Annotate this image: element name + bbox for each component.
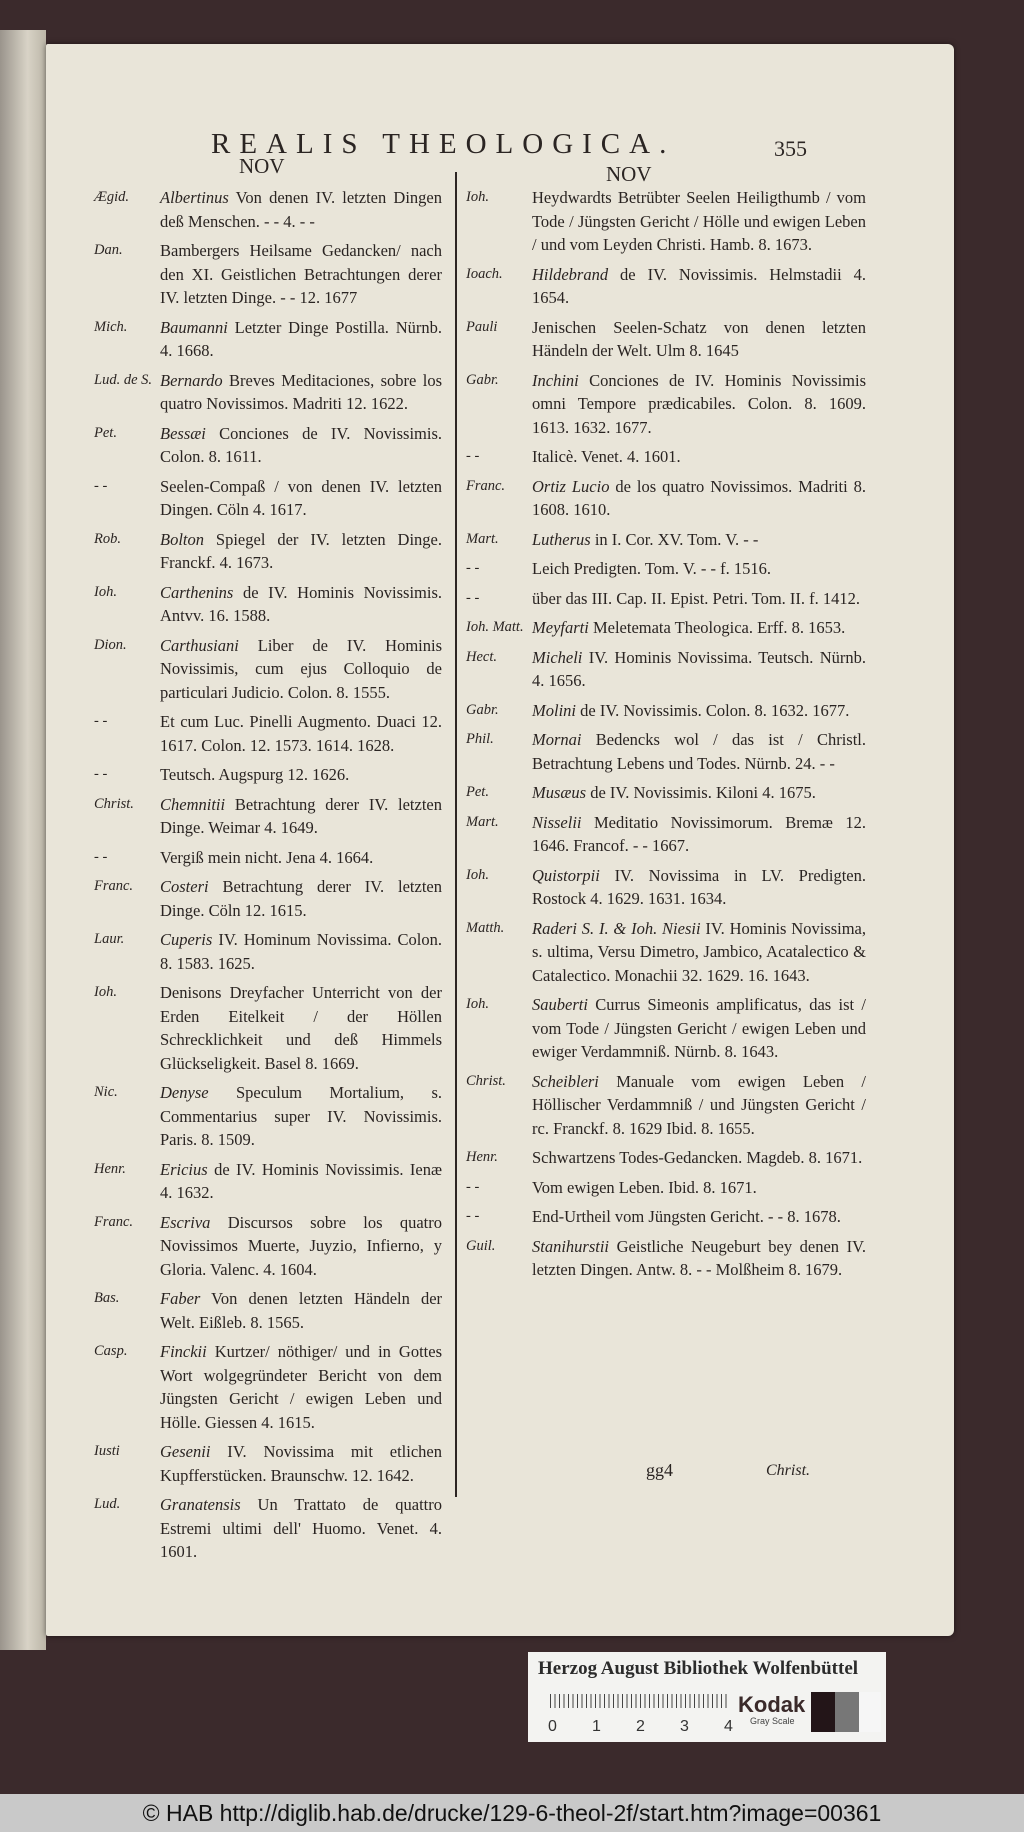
bibliography-entry [94, 634, 442, 705]
title-imprint: Bambergers Heilsame Gedancken/ nach den XI. Geistlichen Betrachtungen derer IV. letzten Dinge. - - 12. 1677 [160, 241, 442, 307]
entry-text [160, 928, 442, 975]
title-imprint: IV. Hominis Novissima. Teutsch. Nürnb. 4. 1656. [532, 647, 867, 690]
kodak-logo: Kodak [738, 1692, 806, 1717]
author-forename: Dan. [94, 242, 123, 258]
author-forename: Franc. [466, 477, 506, 494]
author-forename: Pet. [466, 784, 489, 800]
author-name: Baumanni [160, 317, 228, 337]
title-imprint: Von denen IV. letzten Dingen deß Menschen. - - 4. - - [160, 188, 442, 231]
bibliography-entry [94, 369, 442, 416]
bibliography-entry [94, 1081, 442, 1152]
author-forename: Ioh. [94, 984, 117, 1000]
title-imprint: über das III. Cap. II. Epist. Petri. Tom. II. f. 1412. [532, 588, 861, 608]
entry-text [532, 811, 866, 858]
bibliography-entry [94, 981, 442, 1075]
bibliography-entry [466, 316, 866, 363]
author-forename: Pauli [466, 318, 498, 335]
entry-text [160, 1340, 442, 1434]
left-column-head: NOV [239, 154, 285, 178]
scale-ruler [550, 1694, 730, 1708]
author-forename: Gabr. [466, 371, 499, 388]
entry-text [532, 728, 866, 775]
bibliography-entry [466, 917, 866, 988]
author-forename: - - [94, 477, 108, 494]
entry-text [160, 763, 442, 787]
bibliography-entry [94, 1211, 442, 1282]
library-name: Herzog August Bibliothek Wolfenbüttel [538, 1658, 859, 1679]
bibliography-entry [94, 763, 442, 787]
entry-text [160, 1158, 442, 1205]
title-imprint: Kurtzer/ nöthiger/ und in Gottes Wort wolgegründeter Bericht von dem Jüngsten Gericht / ewigen Leben und Hölle. Giessen 4. 1615. [160, 1342, 442, 1432]
entry-text [532, 1146, 866, 1170]
title-imprint: Conciones de IV. Hominis Novissimis omni Tempore prædicabiles. Colon. 8. 1609. 1613. 1632. 1677. [532, 370, 867, 437]
author-forename: Lud. de S. [94, 371, 152, 388]
title-imprint: Liber de IV. Hominis Novissimis, cum ejus Colloquio de particulari Judicio. Colon. 8. 1555. [160, 635, 443, 702]
bibliography-entry [466, 445, 866, 469]
entry-text [532, 263, 866, 310]
author-forename: Ioh. [94, 583, 117, 600]
ruler-number: 2 [636, 1718, 645, 1735]
gray-patch-mid [835, 1692, 859, 1732]
title-imprint: Bedencks wol / das ist / Christl. Betrachtung Lebens und Todes. Nürnb. 24. - - [532, 730, 867, 773]
author-forename: - - [94, 766, 108, 782]
author-name: Costeri [160, 877, 209, 896]
title-imprint: Denisons Dreyfacher Unterricht von der Erden Eitelkeit / der Höllen Schrecklichkeit und deß Himmels Glückseligkeit. Basel 8. 1669. [160, 983, 442, 1073]
author-name: Bessæi [160, 423, 206, 443]
entry-text [160, 475, 442, 522]
author-forename: - - [94, 713, 108, 729]
author-forename: Guil. [466, 1237, 496, 1254]
author-name: Carthusiani [160, 635, 239, 655]
bibliography-entry [94, 875, 442, 922]
bibliography-entry [466, 864, 866, 911]
bibliography-entry [466, 699, 866, 723]
entry-text [160, 793, 442, 840]
title-imprint: End-Urtheil vom Jüngsten Gericht. - - 8. 1678. [532, 1207, 841, 1226]
title-imprint: Currus Simeonis amplificatus, das ist / vom Tode / Jüngsten Gericht / ewigen Leben und ewiger Verdammniß. Nürnb. 8. 1643. [532, 995, 866, 1061]
author-name: Denyse [160, 1083, 209, 1102]
title-imprint: Letzter Dinge Postilla. Nürnb. 4. 1668. [160, 317, 442, 360]
author-name: Cuperis [160, 930, 213, 949]
title-imprint: Et cum Luc. Pinelli Augmento. Duaci 12. 1617. Colon. 12. 1573. 1614. 1628. [160, 712, 442, 755]
entry-text [532, 369, 866, 440]
title-imprint: Seelen-Compaß / von denen IV. letzten Dingen. Cöln 4. 1617. [160, 476, 442, 519]
entry-text [160, 1211, 442, 1282]
bibliography-entry [466, 186, 866, 257]
ruler-number: 3 [680, 1718, 689, 1735]
author-name: Ericius [160, 1159, 208, 1179]
author-forename: Rob. [94, 530, 121, 547]
bibliography-entry [94, 1287, 442, 1334]
bibliography-entry [466, 993, 866, 1064]
running-title: REALIS THEOLOGICA. [211, 128, 676, 160]
gray-patch-light [859, 1692, 881, 1732]
entry-text [160, 1440, 442, 1487]
bibliography-entry [466, 475, 866, 522]
author-forename: Hect. [466, 648, 497, 665]
author-name: Faber [160, 1289, 201, 1308]
title-imprint: de IV. Hominis Novissimis. Antvv. 16. 1588. [160, 582, 442, 625]
author-forename: Henr. [466, 1149, 498, 1165]
copyright-url-bar: © HAB http://diglib.hab.de/drucke/129-6-theol-2f/start.htm?image=00361 [0, 1794, 1024, 1832]
author-forename: Lud. [94, 1496, 121, 1512]
author-forename: Laur. [94, 931, 125, 947]
author-forename: - - [466, 1178, 480, 1195]
title-imprint: Von denen letzten Händeln der Welt. Eißleb. 8. 1565. [160, 1289, 443, 1332]
author-forename: - - [466, 560, 480, 576]
bibliography-entry [94, 528, 442, 575]
left-column [94, 186, 442, 1570]
author-name: Gesenii [160, 1442, 211, 1461]
ruler-number: 4 [724, 1718, 733, 1735]
author-forename: - - [466, 1208, 480, 1224]
author-name: Musæus [532, 783, 587, 802]
title-imprint: Geistliche Neugeburt bey denen IV. letzten Dingen. Antw. 8. - - Molßheim 8. 1679. [532, 1236, 866, 1279]
bibliography-entry [94, 846, 442, 870]
column-divider [455, 172, 457, 1497]
author-forename: Dion. [94, 636, 127, 653]
author-name: Granatensis [160, 1495, 241, 1514]
author-name: Stanihurstii [532, 1236, 610, 1256]
author-name: Mornai [532, 730, 582, 749]
bibliography-entry [94, 475, 442, 522]
title-imprint: Discursos sobre los quatro Novissimos Muerte, Juyzio, Infierno, y Gloria. Valenc. 4. 1604. [160, 1212, 442, 1279]
bibliography-entry [94, 581, 442, 628]
author-forename: - - [466, 589, 480, 606]
author-forename: Henr. [94, 1160, 126, 1177]
author-name: Micheli [532, 647, 583, 667]
author-forename: Ioach. [466, 265, 503, 282]
signature-mark: gg4 [646, 1460, 673, 1480]
entry-text [160, 981, 442, 1075]
right-column [466, 186, 866, 1288]
title-imprint: Speculum Mortalium, s. Commentarius super IV. Novissimis. Paris. 8. 1509. [160, 1083, 442, 1149]
author-name: Bolton [160, 529, 204, 549]
author-name: Meyfarti [532, 618, 589, 637]
entry-text [532, 316, 866, 363]
author-forename: Mich. [94, 318, 128, 335]
title-imprint: IV. Novissima in LV. Predigten. Rostock 4. 1629. 1631. 1634. [532, 865, 867, 908]
title-imprint: Conciones de IV. Novissimis. Colon. 8. 1611. [160, 423, 442, 466]
author-name: Bernardo [160, 370, 223, 390]
bibliography-entry [94, 1158, 442, 1205]
author-forename: Mart. [466, 530, 499, 547]
entry-text [160, 846, 442, 870]
author-name: Raderi S. I. & Ioh. Niesii [532, 918, 701, 938]
author-forename: Iusti [94, 1443, 120, 1459]
title-imprint: de IV. Novissimis. Kiloni 4. 1675. [590, 783, 816, 802]
title-imprint: Manuale vom ewigen Leben / Höllischer Verdammniß / und Jüngsten Gericht / rc. Franckf. 8. 1629 Ibid. 8. 1655. [532, 1071, 866, 1138]
bibliography-entry [94, 710, 442, 757]
bibliography-entry [466, 587, 866, 611]
title-imprint: Teutsch. Augspurg 12. 1626. [160, 765, 350, 784]
right-column-head: NOV [606, 162, 652, 186]
author-forename: Ioh. [466, 189, 489, 205]
title-imprint: Un Trattato de quattro Estremi ultimi dell' Huomo. Venet. 4. 1601. [160, 1495, 442, 1561]
author-name: Chemnitii [160, 794, 226, 814]
author-name: Nisselii [532, 812, 582, 832]
author-name: Hildebrand [532, 264, 609, 284]
gray-patch-dark [811, 1692, 835, 1732]
entry-text [532, 557, 866, 581]
bibliography-entry [466, 1205, 866, 1229]
title-imprint: Betrachtung derer IV. letzten Dinge. Cöln 12. 1615. [160, 877, 442, 920]
library-color-label [528, 1652, 886, 1742]
ruler-number: 0 [548, 1718, 557, 1735]
bibliography-entry [466, 557, 866, 581]
bibliography-entry [466, 1070, 866, 1141]
entry-text [532, 528, 866, 552]
title-imprint: Breves Meditaciones, sobre los quatro Novissimos. Madriti 12. 1622. [160, 370, 443, 413]
title-imprint: Italicè. Venet. 4. 1601. [532, 447, 681, 466]
entry-text [160, 186, 442, 233]
author-name: Albertinus [160, 188, 229, 207]
entry-text [532, 186, 866, 257]
author-forename: Mart. [466, 813, 499, 830]
bibliography-entry [94, 793, 442, 840]
author-forename: Christ. [466, 1072, 506, 1089]
bibliography-entry [466, 263, 866, 310]
entry-text [532, 475, 866, 522]
entry-text [160, 710, 442, 757]
entry-text [532, 646, 866, 693]
entry-text [532, 917, 866, 988]
entry-text [532, 864, 866, 911]
author-forename: Franc. [94, 878, 134, 894]
entry-text [160, 316, 442, 363]
author-name: Lutherus [532, 529, 591, 549]
page-number: 355 [774, 136, 807, 161]
title-imprint: Meditatio Novissimorum. Bremæ 12. 1646. Francof. - - 1667. [532, 812, 866, 855]
bibliography-entry [466, 528, 866, 552]
author-forename: - - [94, 848, 108, 865]
author-name: Molini [532, 700, 576, 720]
entry-text [532, 587, 866, 611]
entry-text [532, 699, 866, 723]
entry-text [532, 616, 866, 640]
title-imprint: Vergiß mein nicht. Jena 4. 1664. [160, 847, 374, 867]
author-name: Ortiz Lucio [532, 476, 610, 496]
author-name: Finckii [160, 1342, 207, 1361]
title-imprint: de IV. Hominis Novissimis. Ienæ 4. 1632. [160, 1159, 442, 1202]
bibliography-entry [94, 186, 442, 233]
title-imprint: Vom ewigen Leben. Ibid. 8. 1671. [532, 1177, 757, 1197]
title-imprint: de los quatro Novissimos. Madriti 8. 1608. 1610. [532, 476, 867, 519]
title-imprint: Schwartzens Todes-Gedancken. Magdeb. 8. 1671. [532, 1148, 863, 1167]
author-forename: Ioh. [466, 996, 489, 1012]
entry-text [532, 1070, 866, 1141]
author-name: Inchini [532, 370, 579, 390]
author-forename: Matth. [466, 919, 505, 936]
entry-text [160, 1081, 442, 1152]
entry-text [532, 781, 866, 805]
title-imprint: IV. Hominis Novissima, s. ultima, Versu Dimetro, Jambico, Acatalectico & Catalectico. Monachii 32. 1629. 16. 1643. [532, 918, 867, 985]
gray-scale-caption: Gray Scale [750, 1716, 795, 1726]
author-forename: Christ. [94, 795, 134, 812]
entry-text [160, 581, 442, 628]
entry-text [160, 1493, 442, 1564]
title-imprint: Meletemata Theologica. Erff. 8. 1653. [592, 618, 846, 637]
entry-text [160, 634, 442, 705]
bibliography-entry [466, 728, 866, 775]
bibliography-entry [466, 1146, 866, 1170]
bibliography-entry [466, 781, 866, 805]
entry-text [532, 1205, 866, 1229]
title-imprint: Jenischen Seelen-Schatz von denen letzten Händeln der Welt. Ulm 8. 1645 [532, 317, 866, 360]
bibliography-entry [466, 646, 866, 693]
bibliography-entry [94, 316, 442, 363]
bibliography-entry [94, 1340, 442, 1434]
author-name: Escriva [160, 1212, 211, 1232]
entry-text [532, 1235, 866, 1282]
ruler-number: 1 [592, 1718, 601, 1735]
title-imprint: Spiegel der IV. letzten Dinge. Franckf. 4. 1673. [160, 529, 442, 572]
bibliography-entry [94, 928, 442, 975]
author-forename: Bas. [94, 1290, 120, 1306]
author-forename: Phil. [466, 731, 494, 747]
title-imprint: in I. Cor. XV. Tom. V. - - [594, 529, 759, 549]
author-forename: Nic. [94, 1084, 118, 1100]
entry-text [532, 993, 866, 1064]
title-imprint: de IV. Novissimis. Colon. 8. 1632. 1677. [580, 700, 850, 720]
author-forename: Ioh. Matt. [466, 619, 524, 635]
adjacent-page-edge [0, 30, 46, 1650]
entry-text [160, 528, 442, 575]
author-forename: Ægid. [94, 189, 130, 205]
title-imprint: Leich Predigten. Tom. V. - - f. 1516. [532, 559, 771, 578]
entry-text [532, 445, 866, 469]
bibliography-entry [466, 1176, 866, 1200]
author-name: Sauberti [532, 995, 588, 1014]
bibliography-entry [466, 1235, 866, 1282]
author-forename: Gabr. [466, 701, 499, 718]
author-forename: - - [466, 448, 480, 464]
entry-text [532, 1176, 866, 1200]
author-name: Quistorpii [532, 865, 600, 885]
entry-text [160, 239, 442, 310]
entry-text [160, 369, 442, 416]
title-imprint: Heydwardts Betrübter Seelen Heiligthumb / vom Tode / Jüngsten Gericht / Hölle und ewigen Leben / und vom Leyden Christi. Hamb. 8. 1673. [532, 188, 866, 254]
book-page [46, 44, 954, 1636]
entry-text [160, 875, 442, 922]
entry-text [160, 1287, 442, 1334]
bibliography-entry [94, 422, 442, 469]
author-name: Carthenins [160, 582, 234, 602]
catchword: Christ. [766, 1462, 811, 1479]
bibliography-entry [466, 811, 866, 858]
bibliography-entry [94, 239, 442, 310]
title-imprint: IV. Novissima mit etlichen Kupfferstücken. Braunschw. 12. 1642. [160, 1442, 442, 1485]
bibliography-entry [466, 616, 866, 640]
author-forename: Franc. [94, 1213, 134, 1230]
title-imprint: Betrachtung derer IV. letzten Dinge. Weimar 4. 1649. [160, 794, 442, 837]
entry-text [160, 422, 442, 469]
author-forename: Pet. [94, 424, 117, 441]
author-forename: Casp. [94, 1343, 128, 1359]
title-imprint: de IV. Novissimis. Helmstadii 4. 1654. [532, 264, 866, 307]
author-forename: Ioh. [466, 866, 489, 883]
bibliography-entry [94, 1493, 442, 1564]
title-imprint: IV. Hominum Novissima. Colon. 8. 1583. 1625. [160, 930, 442, 973]
bibliography-entry [466, 369, 866, 440]
author-name: Scheibleri [532, 1071, 599, 1091]
bibliography-entry [94, 1440, 442, 1487]
